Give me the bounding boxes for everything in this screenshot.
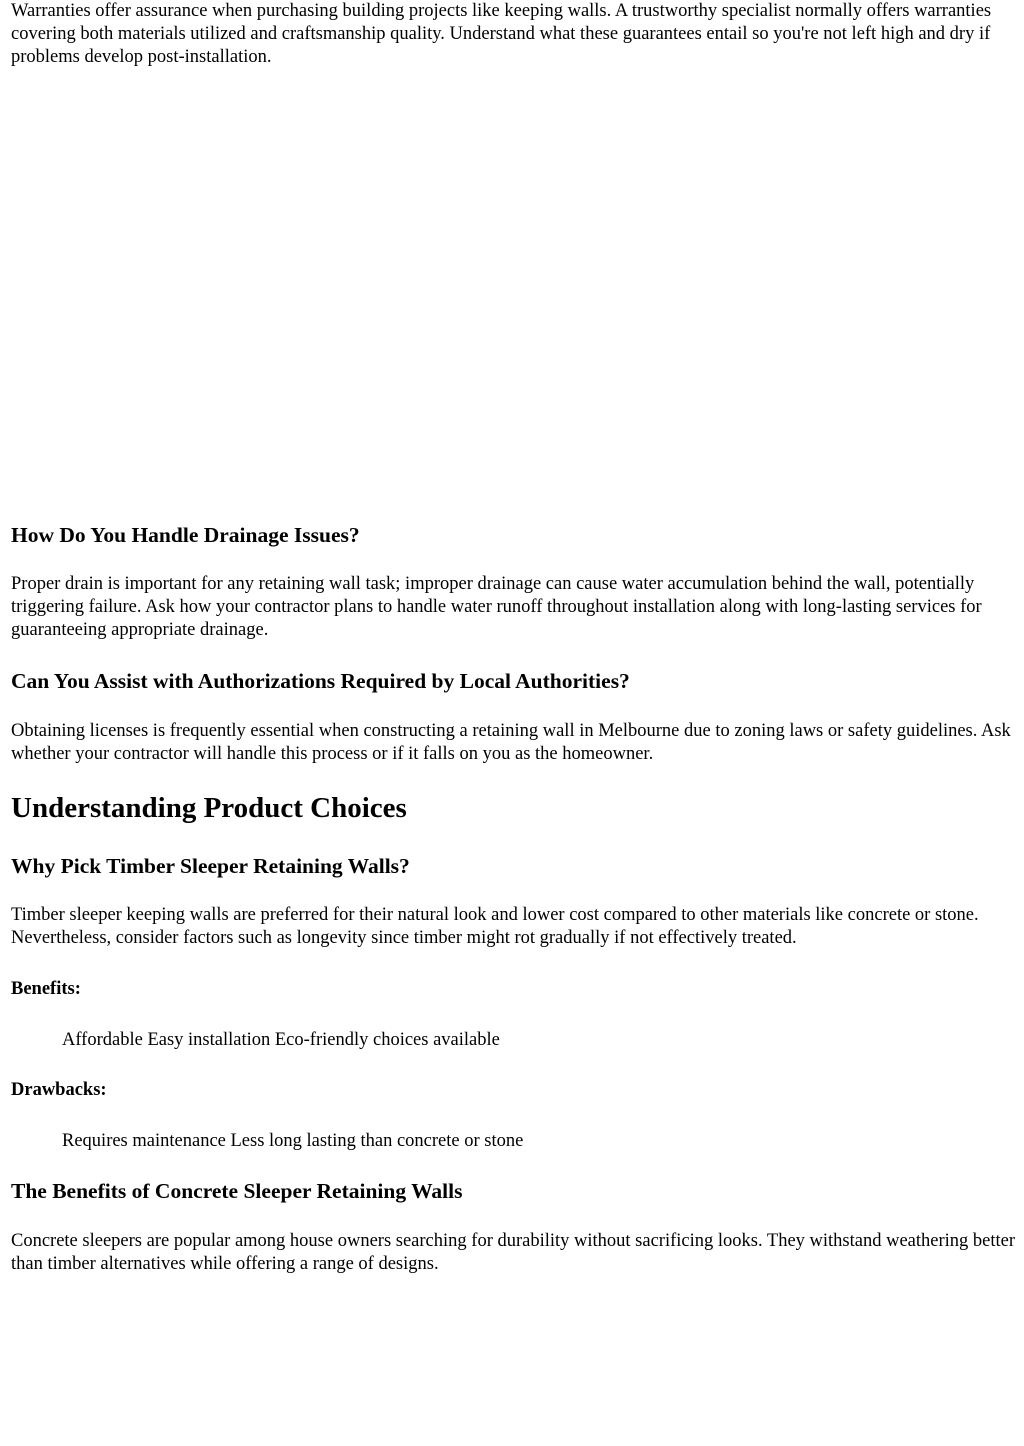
authorizations-heading: Can You Assist with Authorizations Required by Local Authorities? [11,669,630,693]
drawbacks-label: Drawbacks: [11,1080,107,1100]
authorizations-section [11,668,1017,694]
authorizations-paragraph: Obtaining licenses is frequently essential when constructing a retaining wall in Melbourne due to zoning laws or safety guidelines. Ask whether your contractor will handle this process or if it falls on you as the homeowner. [11,721,1011,764]
concrete-body [11,1230,1017,1276]
concrete-heading: The Benefits of Concrete Sleeper Retaining Walls [11,1179,463,1203]
concrete-paragraph: Concrete sleepers are popular among house owners searching for durability without sacrificing looks. They withstand weathering better than timber alternatives while offering a range of designs. [11,1231,1016,1274]
timber-heading: Why Pick Timber Sleeper Retaining Walls? [11,854,410,878]
product-choices-heading: Understanding Product Choices [11,792,407,824]
drainage-paragraph: Proper drain is important for any retaining wall task; improper drainage can cause water accumulation behind the wall, potentially triggering failure. Ask how your contractor plans to handle water runoff throughout installation along with long-lasting services for guaranteeing appropriate drainage. [11,574,982,640]
timber-body [11,904,1017,950]
drainage-body [11,573,1017,642]
drainage-section [11,522,1017,548]
concrete-section [11,1178,1017,1204]
product-choices-section [11,791,1017,825]
authorizations-body [11,720,1017,766]
benefits-block [11,978,1017,1001]
benefits-text: Affordable Easy installation Eco-friendly choices available [62,1030,500,1050]
drawbacks-text: Requires maintenance Less long lasting than concrete or stone [62,1131,524,1151]
intro-paragraph: Warranties offer assurance when purchasing building projects like keeping walls. A trustworthy specialist normally offers warranties covering both materials utilized and craftsmanship quality. Understand what these guarantees entail so you're not left high and dry if problems develop post-installation. [11,1,992,67]
benefits-list [11,1029,1017,1052]
drainage-heading: How Do You Handle Drainage Issues? [11,523,360,547]
intro-section [11,0,1017,69]
timber-section [11,853,1017,879]
timber-paragraph: Timber sleeper keeping walls are preferred for their natural look and lower cost compared to other materials like concrete or stone. Nevertheless, consider factors such as longevity since timber might rot gradually if not effectively treated. [11,905,979,948]
blank-area [11,80,1017,500]
benefits-label: Benefits: [11,979,81,999]
drawbacks-list [11,1130,1017,1153]
drawbacks-block [11,1079,1017,1102]
